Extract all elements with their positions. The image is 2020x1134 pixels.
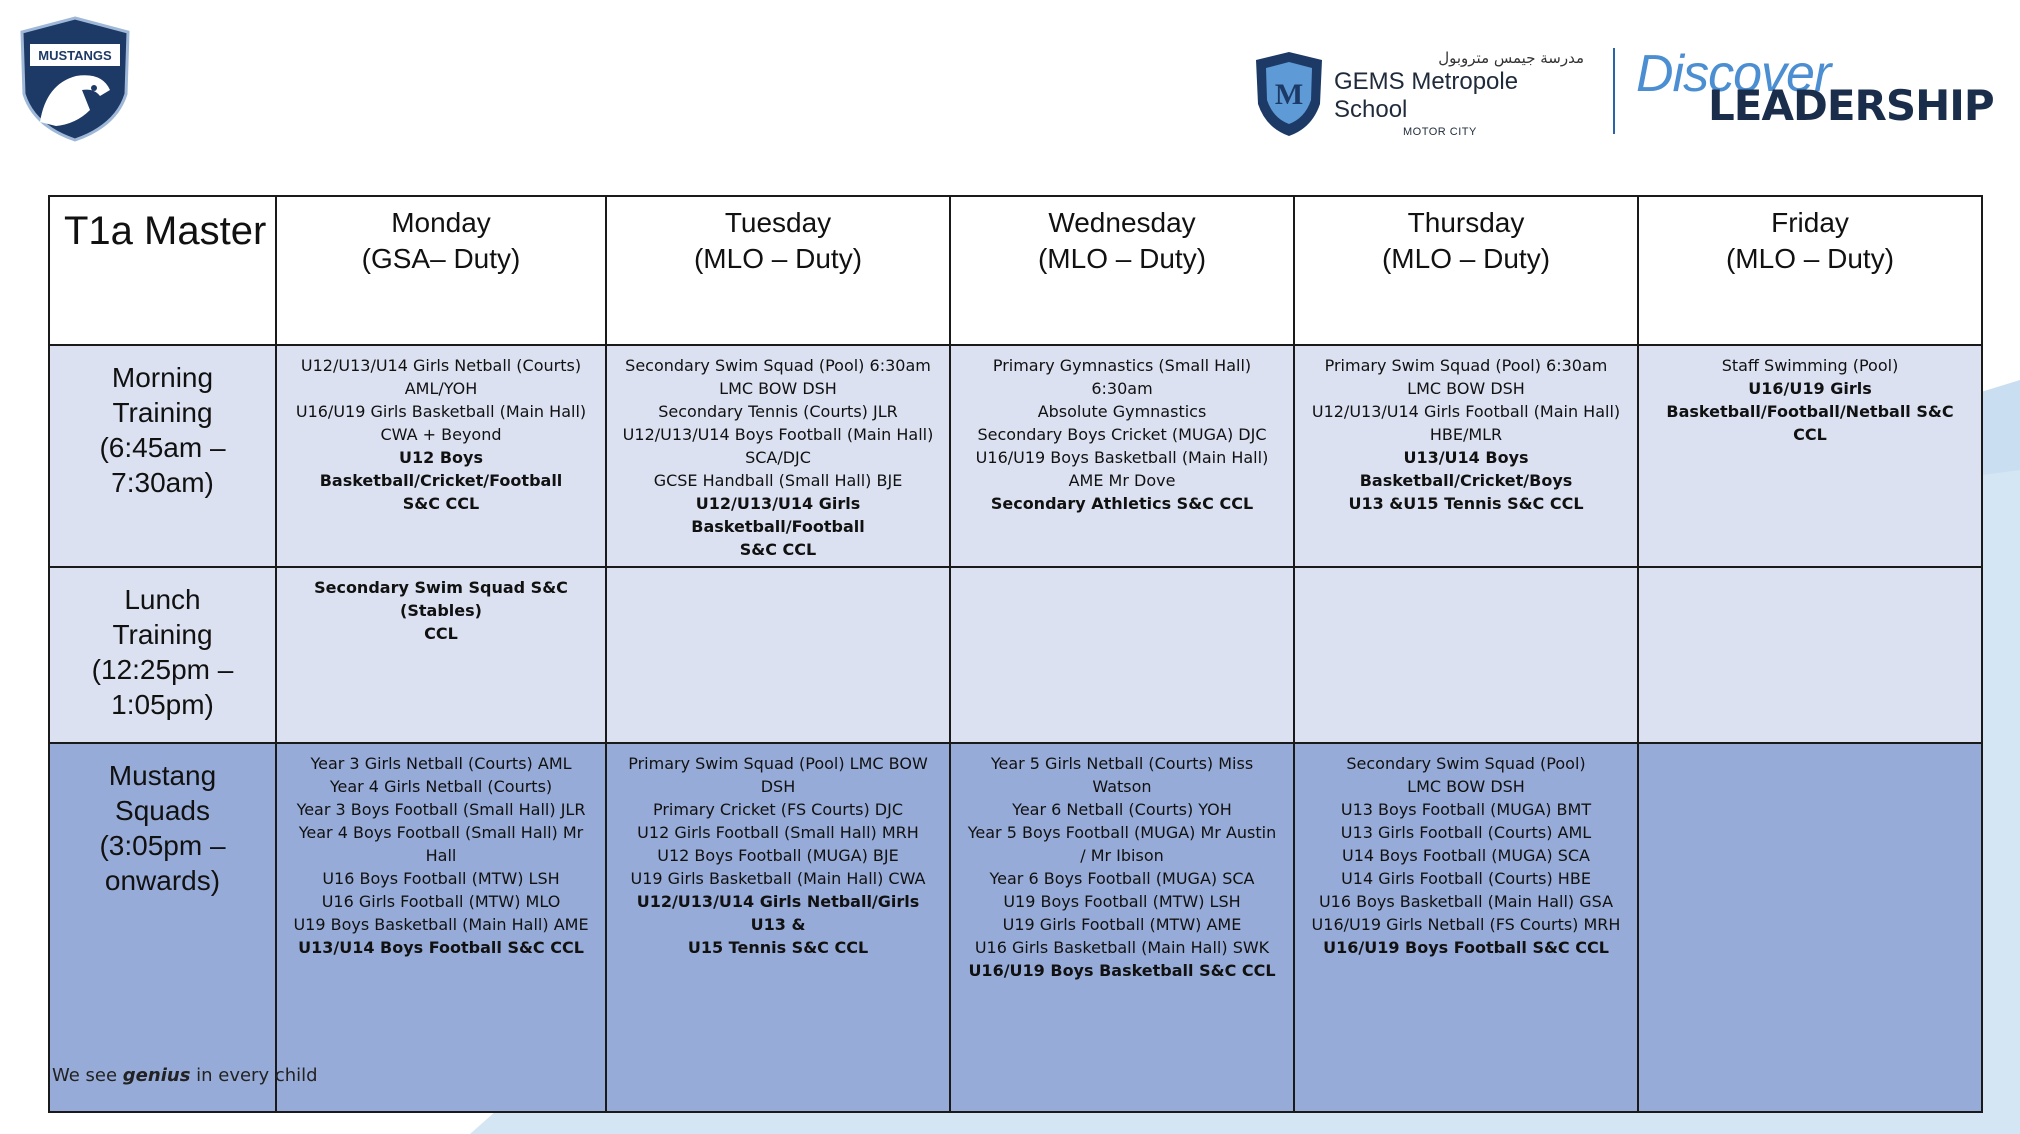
row-label [49, 743, 276, 1112]
activity-list [277, 568, 605, 645]
activity-line: Secondary Swim Squad (Pool) 6:30am [625, 356, 931, 375]
schedule-cell [950, 345, 1294, 567]
activity-line: U12/U13/U14 Girls Netball/Girls U13 & [636, 892, 920, 934]
activity-line: / Mr Ibison [1080, 846, 1164, 865]
tagline-discover: Discover [1636, 45, 1831, 103]
tagline-leadership: LEADERSHIP [1708, 81, 1994, 130]
activity-line: U12 Girls Football (Small Hall) MRH [637, 823, 919, 842]
activity-list [607, 744, 949, 959]
activity-line: U19 Boys Football (MTW) LSH [1003, 892, 1241, 911]
activity-line: Primary Swim Squad (Pool) 6:30am [1324, 356, 1608, 375]
activity-line: U12 Boys Football (MUGA) BJE [657, 846, 899, 865]
activity-line: U12/U13/U14 Girls Netball (Courts) [300, 356, 582, 375]
activity-line: CCL [424, 624, 458, 643]
activity-list [607, 568, 949, 576]
activity-line: U16/U19 Boys Football S&C CCL [1323, 938, 1609, 957]
activity-line: LMC BOW DSH [1407, 777, 1525, 796]
activity-line: HBE/MLR [1429, 425, 1503, 444]
activity-line: Year 5 Girls Netball (Courts) Miss [990, 754, 1254, 773]
schedule-cell [1638, 567, 1982, 743]
activity-line: Watson [1092, 777, 1152, 796]
schedule-cell [1294, 345, 1638, 567]
activity-line: S&C CCL [402, 494, 480, 513]
mustangs-logo [16, 14, 134, 144]
activity-list [277, 346, 605, 515]
schedule-cell [1294, 567, 1638, 743]
schedule-cell [276, 743, 606, 1112]
day-duty: (MLO – Duty) [1725, 243, 1895, 274]
activity-line: U16/U19 Boys Basketball (Main Hall) [975, 448, 1269, 467]
schedule-cell [1638, 345, 1982, 567]
schedule-cell [950, 743, 1294, 1112]
activity-line: U16/U19 Boys Basketball S&C CCL [968, 961, 1276, 980]
day-duty: (MLO – Duty) [1381, 243, 1551, 274]
activity-line: Year 4 Boys Football (Small Hall) Mr [298, 823, 584, 842]
activity-list [1295, 744, 1637, 959]
activity-line: U16/U19 Girls [1748, 379, 1872, 398]
row-label-line: Training [112, 619, 213, 650]
activity-line: LMC BOW DSH [1407, 379, 1525, 398]
row-label-line: Squads [115, 795, 210, 826]
row-label-line: (12:25pm – [91, 654, 234, 685]
activity-list [1639, 568, 1981, 576]
activity-list [607, 346, 949, 561]
day-duty: (MLO – Duty) [1037, 243, 1207, 274]
day-header-friday [1638, 196, 1982, 345]
activity-line: U12/U13/U14 Boys Football (Main Hall) [622, 425, 934, 444]
schedule-cell [276, 567, 606, 743]
activity-line: U12/U13/U14 Girls Basketball/Football [691, 494, 865, 536]
activity-line: U12 Boys Basketball/Cricket/Football [319, 448, 563, 490]
school-arabic-name: مدرسة جيمس متروبول [1438, 49, 1584, 67]
row-morning-training [49, 345, 1982, 567]
activity-line: U16 Girls Basketball (Main Hall) SWK [974, 938, 1270, 957]
activity-line: Secondary Boys Cricket (MUGA) DJC [977, 425, 1267, 444]
school-location: MOTOR CITY [1403, 126, 1477, 138]
day-name: Thursday [1407, 207, 1525, 238]
activity-line: Year 3 Boys Football (Small Hall) JLR [296, 800, 586, 819]
activity-line: U13/U14 Boys Football S&C CCL [298, 938, 584, 957]
schedule-cell [606, 345, 950, 567]
activity-line: Basketball/Football/Netball S&C CCL [1666, 402, 1954, 444]
row-label-line: 7:30am) [111, 467, 214, 498]
activity-list [277, 744, 605, 959]
schedule-cell [606, 743, 950, 1112]
day-duty: (GSA– Duty) [361, 243, 521, 274]
activity-line: Year 3 Girls Netball (Courts) AML [310, 754, 572, 773]
activity-line: U16/U19 Girls Basketball (Main Hall) [295, 402, 587, 421]
activity-line: S&C CCL [739, 540, 817, 559]
row-label [49, 345, 276, 567]
day-name: Monday [391, 207, 491, 238]
activity-list [1639, 744, 1981, 752]
activity-line: U13 Boys Football (MUGA) BMT [1340, 800, 1592, 819]
activity-line: Primary Cricket (FS Courts) DJC [652, 800, 904, 819]
activity-line: SCA/DJC [745, 448, 811, 467]
activity-line: Year 4 Girls Netball (Courts) [329, 777, 553, 796]
table-title: T1a Master [49, 196, 276, 345]
activity-line: Staff Swimming (Pool) [1721, 356, 1899, 375]
activity-list [1295, 568, 1637, 576]
row-label-line: 1:05pm) [111, 689, 214, 720]
activity-line: Primary Gymnastics (Small Hall) 6:30am [992, 356, 1252, 398]
mascot-text: MUSTANGS [38, 48, 112, 63]
day-header-thursday [1294, 196, 1638, 345]
activity-line: U16/U19 Girls Netball (FS Courts) MRH [1311, 915, 1621, 934]
day-header-monday [276, 196, 606, 345]
schedule-cell [276, 345, 606, 567]
activity-line: Secondary Swim Squad S&C (Stables) [314, 578, 568, 620]
footer-tagline [52, 1065, 318, 1086]
activity-line: U19 Girls Football (MTW) AME [1002, 915, 1242, 934]
row-lunch-training [49, 567, 1982, 743]
day-header-wednesday [950, 196, 1294, 345]
school-logo [1254, 48, 1584, 140]
row-label-line: Morning [111, 362, 214, 393]
activity-line: U19 Girls Basketball (Main Hall) CWA [630, 869, 926, 888]
school-shield-icon [1254, 50, 1324, 138]
shield-letter: M [1274, 78, 1304, 111]
activity-line: Primary Swim Squad (Pool) LMC BOW [628, 754, 928, 773]
row-label-line: onwards) [104, 865, 221, 896]
logo-divider [1613, 48, 1615, 134]
activity-line: U13 &U15 Tennis S&C CCL [1348, 494, 1584, 513]
school-name: GEMS Metropole School [1334, 68, 1519, 123]
activity-line: U13/U14 Boys Basketball/Cricket/Boys [1359, 448, 1573, 490]
activity-line: U16 Boys Football (MTW) LSH [322, 869, 560, 888]
activity-line: CWA + Beyond [380, 425, 502, 444]
row-label-line: Mustang [108, 760, 217, 791]
day-name: Tuesday [724, 207, 832, 238]
activity-line: AML/YOH [404, 379, 478, 398]
row-label-line: (3:05pm – [99, 830, 226, 861]
activity-line: LMC BOW DSH [719, 379, 837, 398]
row-label [49, 567, 276, 743]
row-label-line: (6:45am – [99, 432, 226, 463]
activity-line: U14 Girls Football (Courts) HBE [1341, 869, 1591, 888]
footer-emphasis: genius [122, 1065, 191, 1086]
activity-list [951, 744, 1293, 982]
activity-line: U14 Boys Football (MUGA) SCA [1342, 846, 1590, 865]
footer-after: in every child [190, 1065, 318, 1086]
discover-leadership-logo [1636, 45, 1994, 130]
footer-before: We see [52, 1065, 123, 1086]
activity-line: DSH [760, 777, 796, 796]
row-mustang-squads [49, 743, 1982, 1112]
day-name: Wednesday [1048, 207, 1196, 238]
activity-line: Secondary Swim Squad (Pool) [1346, 754, 1586, 773]
schedule-cell [1638, 743, 1982, 1112]
activity-line: AME Mr Dove [1068, 471, 1176, 490]
schedule-cell [606, 567, 950, 743]
day-duty: (MLO – Duty) [693, 243, 863, 274]
schedule-cell [1294, 743, 1638, 1112]
activity-line: U13 Girls Football (Courts) AML [1340, 823, 1592, 842]
activity-line: U16 Girls Football (MTW) MLO [321, 892, 561, 911]
activity-line: Secondary Tennis (Courts) JLR [658, 402, 898, 421]
schedule-table [48, 195, 1983, 1113]
activity-line: GCSE Handball (Small Hall) BJE [653, 471, 903, 490]
activity-list [951, 346, 1293, 515]
activity-line: Hall [425, 846, 457, 865]
activity-line: Year 6 Boys Football (MUGA) SCA [989, 869, 1255, 888]
activity-line: U16 Boys Basketball (Main Hall) GSA [1318, 892, 1614, 911]
activity-line: U15 Tennis S&C CCL [687, 938, 869, 957]
activity-line: Year 6 Netball (Courts) YOH [1012, 800, 1232, 819]
row-label-line: Training [112, 397, 213, 428]
schedule-cell [950, 567, 1294, 743]
day-header-tuesday [606, 196, 950, 345]
activity-line: U12/U13/U14 Girls Football (Main Hall) [1311, 402, 1621, 421]
activity-list [951, 568, 1293, 576]
activity-list [1295, 346, 1637, 515]
activity-line: Year 5 Boys Football (MUGA) Mr Austin [967, 823, 1277, 842]
header-row [49, 196, 1982, 345]
activity-line: Secondary Athletics S&C CCL [990, 494, 1254, 513]
day-name: Friday [1771, 207, 1849, 238]
row-label-line: Lunch [124, 584, 201, 615]
activity-line: Absolute Gymnastics [1037, 402, 1207, 421]
activity-list [1639, 346, 1981, 446]
activity-line: U19 Boys Basketball (Main Hall) AME [293, 915, 589, 934]
